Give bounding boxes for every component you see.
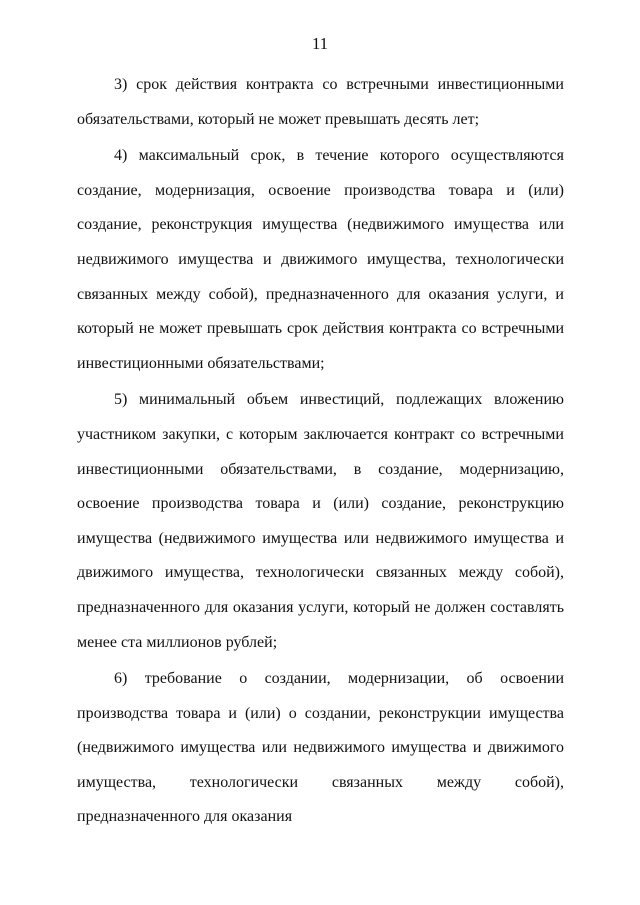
document-body — [77, 68, 564, 835]
paragraph-item-4: 4) максимальный срок, в течение которого осуществляются создание, модернизация, освоение производства товара и (или) создание, реконструкция имущества (недвижимого имущества или недвижимого имущества и движимого имущества, технологически связанных между собой), предназначенного для оказания услуги, и который не может превышать срок действия контракта со встречными инвестиционными обязательствами; — [77, 147, 564, 372]
paragraph-item-6: 6) требование о создании, модернизации, об освоении производства товара и (или) о создании, реконструкции имущества (недвижимого имущества или недвижимого имущества и движимого имущества, технологически связанных между собой), предназначенного для оказания — [77, 670, 564, 826]
paragraph-item-3: 3) срок действия контракта со встречными инвестиционными обязательствами, который не может превышать десять лет; — [77, 76, 564, 128]
paragraph-item-5: 5) минимальный объем инвестиций, подлежащих вложению участником закупки, с которым заключается контракт со встречными инвестиционными обязательствами, в создание, модернизацию, освоение производства товара и (или) создание, реконструкцию имущества (недвижимого имущества или недвижимого имущества и движимого имущества, технологически связанных между собой), предназначенного для оказания услуги, который не должен составлять менее ста миллионов рублей; — [77, 391, 564, 651]
page-number: 11 — [311, 34, 329, 53]
